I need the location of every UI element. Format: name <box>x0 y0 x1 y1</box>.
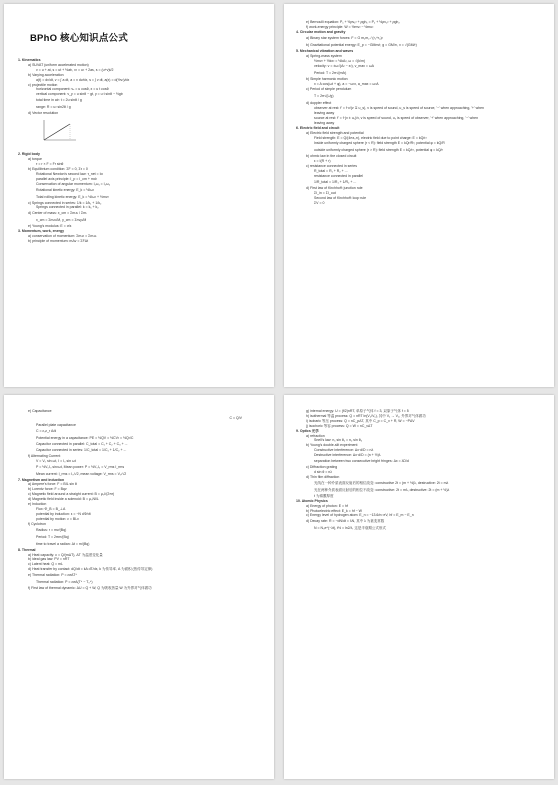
formula-line: total time in air: t = 2u sinθ / g <box>36 98 82 103</box>
page-content <box>296 409 544 532</box>
formula-line: f) First law of thermal dynamic: ΔU = Q + W, Q 为吸收热量 W 为外界对气体做功 <box>28 586 152 591</box>
formula-line: Constructive interference: Δx·d/D = nλ <box>314 448 374 453</box>
formula-line: i) isobaric 等压 process: Q = nC_pΔT, 其中 C_p = C_v + R, W = −PΔV <box>306 418 415 423</box>
formula-line: ε = I(R + r) <box>314 159 331 164</box>
formula-line: d) Magnetic field inside a solenoid: B = μ₀NI/L <box>28 497 99 502</box>
formula-line: f) Alternating Current <box>28 453 61 458</box>
formula-line: a) Electric field strength and potential <box>306 130 364 135</box>
formula-line: velocity: v = ±ω√(A² − x²), v_max = ωA <box>314 64 374 69</box>
formula-line: e) Bernoulli equation: P₁ + ½ρv₁² + ρgh₁ = P₂ + ½ρv₂² + ρgh₂ <box>306 20 400 24</box>
formula-line: d) doppler effect <box>306 101 332 106</box>
formula-line: P = ½V₀I₀ sin²ωt, Mean power: P = ½V₀I₀ = V_rms I_rms <box>36 464 125 469</box>
formula-line: c) Springs connected in series: 1/k = 1/k₁ + 1/k₂ <box>28 200 102 205</box>
section-heading: 10. Atomic Physics <box>296 498 328 503</box>
formula-line: c) Magnetic field around a straight current: B = μ₀I/(2πr) <box>28 492 115 497</box>
formula-line: Period: T = 2πm/(Bq) <box>36 534 69 539</box>
formula-line: horizontal component: vₓ = u cosθ, x = u t cosθ <box>36 87 109 92</box>
formula-line: Rotational kinetic energy: E_k = ½Iω² <box>36 187 95 192</box>
formula-line: 光在两种介质表面反射后的相位不改变: constructive: 2t = mλ, destructive: 2t = (m + ½)λ <box>314 487 450 492</box>
formula-line: Thermal radiation: P = εσA(T⁴ − T₀⁴) <box>36 580 93 585</box>
formula-line: b) Varying acceleration <box>28 72 64 77</box>
formula-line: ΣI_in = ΣI_out <box>314 190 336 195</box>
formula-line: d sin θ = nλ <box>314 469 332 474</box>
formula-line: Destructive interference: Δx·d/D = (n + ½)λ <box>314 453 381 458</box>
formula-line: e) Thermal radiation: P = εσAT⁴ <box>28 573 77 578</box>
formula-line: T = 2π√(L/g) <box>314 94 334 99</box>
formula-line: Field strength: E = Q/(4πε₀r²), electric field due to point charge: E = kQ/r² <box>314 135 427 140</box>
formula-line: b) ideal gas law: PV = nRT <box>28 557 70 562</box>
formula-line: parallel axis principle: I_p = I_cm + md² <box>36 176 97 181</box>
formula-line: a) conservation of momentum: Σmᵢvᵢ = Σmᵢuᵢ <box>28 234 97 239</box>
formula-line: x = A cos(ωt + φ), a = −ω²x, a_max = ω²A <box>314 82 379 87</box>
formula-line: Period: T = 2π√(m/k) <box>314 71 347 76</box>
section-heading: 8. Thermal <box>18 547 36 552</box>
formula-line: potential by motion: ε = BLv <box>36 516 79 521</box>
formula-line: Second law of Kirchhoff: loop rule <box>314 195 367 200</box>
page-content <box>296 20 544 206</box>
section-heading: 1. Kinematics <box>18 58 41 62</box>
formula-line: b) principle of momentum: mΔv = ΣFΔt <box>28 239 89 244</box>
document-page-3 <box>4 395 274 779</box>
formula-line: c) resistance connected in series <box>306 164 357 169</box>
formula-line: V = V₀ sin ωt, I = I₀ sin ωt <box>36 458 76 463</box>
formula-line: d) Thin film diffraction <box>306 474 340 479</box>
formula-line: Flux: Φ_B = B_⊥A <box>36 506 66 511</box>
formula-line: c) Latent heat: Q = mL <box>28 562 63 567</box>
formula-line: b) Young's double-slit experiment <box>306 443 358 448</box>
formula-line: d) Center of mass: x_cm = Σmᵢxᵢ / Σmᵢ <box>28 211 87 216</box>
document-page-4 <box>284 395 554 779</box>
formula-line: a(t) = dv/dt, v = ∫ a dt, a = v dv/dx, s = ∫ v dt, a(x) = d(½v²)/dx <box>36 77 130 82</box>
document-title: BPhO 核心知识点公式 <box>30 33 128 44</box>
formula-line: h) isothermal 等温 process: Q = nRT ln(V₂/V₁), 其中 V₁ → V₂, 外界对气体做功 <box>306 413 426 418</box>
formula-line: b) Equilibrium condition: ΣF = 0, Στ = 0 <box>28 166 88 171</box>
page-content <box>18 409 262 591</box>
formula-line: d) First law of Kirchhoff: junction rule <box>306 185 363 190</box>
formula-line: c) projectile motion <box>28 82 58 87</box>
formula-line: Snell's law: n₁ sin θ₁ = n₂ sin θ₂ <box>314 438 363 443</box>
formula-line: a) Ampere's force: F = BIL sin θ <box>28 482 77 487</box>
formula-line: τ = r × F = Fr sinθ <box>36 161 64 166</box>
formula-line: time to travel a radian: Δt = m/(Bq) <box>36 541 90 546</box>
formula-line: C = ε₀ε_r A/d <box>36 428 57 433</box>
formula-line: b) Gravitational potential energy: E_p = −GMm/r, g = GM/r², v = √(GM/r) <box>306 42 417 47</box>
formula-line: j) isochoric 等容 process: Q = W = nC_vΔT <box>306 423 373 428</box>
formula-line: e) Capacitance <box>28 409 52 413</box>
formula-line: N = N₀e^(−λt), t½ = ln2/λ, 这是半衰期公式形式 <box>314 526 386 531</box>
section-heading: 4. Circular motion and gravity <box>296 29 346 34</box>
formula-line: source at rest: f' = f·(v ± u₀)/v, v is speed of sound, u₀ is speed of observer, '+' when approaching, '−' when <box>314 115 479 120</box>
formula-line: b) Lorentz force: F = Bqv <box>28 487 67 492</box>
formula-line: a) SUVAT (uniform accelerated motion) <box>28 62 89 67</box>
section-heading: 6. Electric field and circuit <box>296 125 340 130</box>
vector-resolution-figure <box>40 118 80 144</box>
formula-line: a) Spring-mass system <box>306 53 342 58</box>
formula-line: R_total = R₁ + R₂ + ... <box>314 169 348 174</box>
formula-line: resistance connected in parallel <box>314 174 364 179</box>
formula-line: a) Heat capacity: c = Q/(mΔT), ΔT 为温度变化量 <box>28 552 103 557</box>
formula-line: Mean current: I_rms = I₀/√2, mean voltage: V_rms = V₀/√2 <box>36 471 127 476</box>
formula-line: b) Photoelectric effect: E_k = hf − W <box>306 508 362 513</box>
formula-line: c) Diffraction grating <box>306 465 338 470</box>
formula-line: b) Simple harmonic motion <box>306 77 348 82</box>
section-heading: 9. Optics 光学 <box>296 428 319 433</box>
formula-line: range: R = u² sin2θ / g <box>36 105 71 110</box>
formula-line: x_cm = Σmᵢxᵢ/M, y_cm = Σmᵢyᵢ/M <box>36 218 87 223</box>
formula-line: C = Q/V <box>229 415 242 420</box>
formula-line: t 为薄膜厚度 <box>314 493 334 498</box>
formula-line: Total rolling kinetic energy: E_k = ½Iω² + ½mv² <box>36 194 109 199</box>
formula-line: leaving away <box>314 110 335 115</box>
section-heading: 7. Magnetism and induction <box>18 477 65 482</box>
formula-line: 光线在一种介质表面反射后的相位改变: constructive 2t = (m + ½)λ, destructive: 2t = mλ <box>314 480 449 485</box>
formula-line: ½mv² + ½kx² = ½kA², ω = √(k/m) <box>314 58 366 63</box>
formula-line: d) Heat transfer by contact: dQ/dt = kA dT/dx, k 为传导率, A 为面积 (热传导定律) <box>28 567 153 572</box>
section-heading: 3. Momentum, work, energy <box>18 229 65 234</box>
formula-line: a) Energy of photon: E = hf <box>306 503 348 508</box>
section-heading: 5. Mechanical vibration and waves <box>296 48 354 53</box>
formula-line: outside uniformly charged sphere (r > R): field strength E = kQ/r², potential φ = kQ/r <box>314 148 443 153</box>
formula-line: a) refraction <box>306 433 325 438</box>
formula-line: ΣV = 0 <box>314 200 325 205</box>
page-content <box>18 58 262 244</box>
formula-line: Inside uniformly charged sphere (r < R): field strength E = kQr/R³, potential φ = kQ/R <box>314 141 445 146</box>
formula-line: b) ohmic law in the closed circuit <box>306 154 357 159</box>
formula-line: a) Binary star system forces: F = G m₁m₂ / (r₁+r₂)² <box>306 35 383 40</box>
formula-line: Potential energy in a capacitance: PE = ½QV = ½CV² = ½Q²/C <box>36 435 134 440</box>
formula-line: f) work-energy principle: W = ½mv² − ½mu² <box>306 24 374 29</box>
section-heading: 2. Rigid body <box>18 152 40 157</box>
formula-line: f) Cyclotron <box>28 521 46 526</box>
formula-line: e) Induction <box>28 502 47 507</box>
formula-line: potential by induction: ε = −N dΦ/dt <box>36 511 91 516</box>
formula-line: Conservation of angular momentum: I₁ω₁ = I₂ω₂ <box>36 181 111 186</box>
formula-line: 1/R_total = 1/R₁ + 1/R₂ + ... <box>314 179 357 184</box>
formula-line: e) Young's modulus: E = σ/ε <box>28 224 72 229</box>
formula-line: Capacitor connected in series: 1/C_total = 1/C₁ + 1/C₂ + ... <box>36 447 127 452</box>
formula-line: v = u + at, s = ut + ½at², v² = u² + 2as, s = (u+v)t/2 <box>36 67 114 72</box>
formula-line: leaving away <box>314 120 335 125</box>
formula-line: vertical component: v_y = u sinθ − gt, y = u t sinθ − ½gt² <box>36 92 123 97</box>
formula-line: Rotational Newton's second law: τ_net = Iα <box>36 171 103 176</box>
formula-line: observer at rest: f' = f·v/(v ∓ u_s), v is speed of sound, u_s is speed of source, '−' when approaching, '+' when <box>314 106 484 111</box>
formula-line: separation between two consecutive bright fringes: Δx = λD/d <box>314 459 409 464</box>
formula-line: a) torque <box>28 157 43 162</box>
document-page-2 <box>284 4 554 387</box>
formula-line: Parallel plate capacitance <box>36 422 76 427</box>
formula-line: Springs connected in parallel: k = k₁ + k₂ <box>36 205 99 210</box>
formula-line: c) Period of simple pendulum <box>306 87 352 92</box>
formula-line: Radius: r = mv/(Bq) <box>36 527 67 532</box>
formula-line: Capacitor connected in parallel: C_total = C₁ + C₂ + C₃ + ... <box>36 441 128 446</box>
document-page-1 <box>4 4 274 387</box>
formula-line: d) Decay rate: R = −dN/dt = λN, 其中 λ 为衰变常数 <box>306 519 385 524</box>
formula-line: c) Energy level of hydrogen atom: E_n = −13.6/n² eV, hf = E_m − E_n <box>306 513 414 518</box>
formula-line: d) Vector resolution <box>28 111 59 116</box>
formula-line: g) internal energy: U = (f/2)nRT, 单原子气体 f = 3, 双原子气体 f = 5 <box>306 409 409 413</box>
